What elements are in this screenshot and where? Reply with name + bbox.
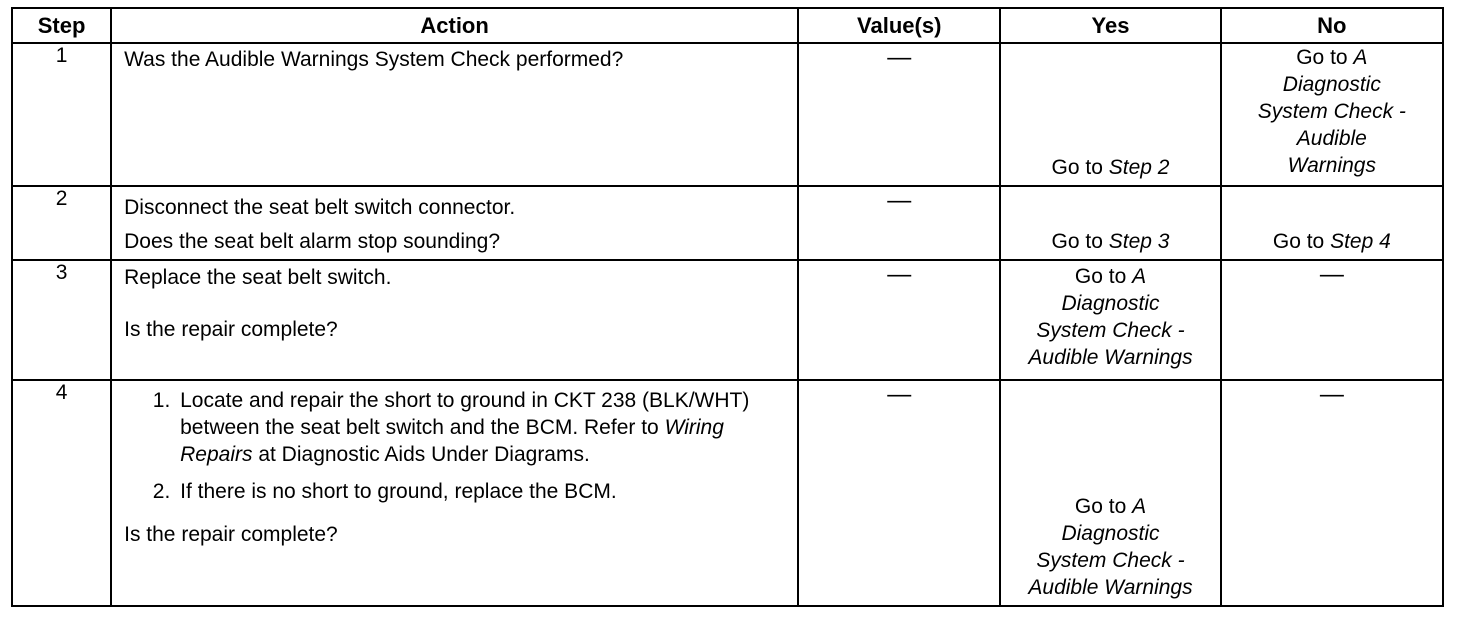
table-row — [12, 186, 1443, 260]
yes-ref-line[interactable]: Diagnostic — [1061, 292, 1160, 315]
action-list — [124, 387, 785, 505]
yes-ref-line[interactable]: System Check - — [1036, 319, 1185, 342]
action-item-text: If there is no short to ground, replace the BCM. — [180, 480, 617, 503]
header-action: Action — [111, 8, 798, 43]
list-item — [176, 387, 785, 468]
yes-step-link[interactable]: Step 2 — [1108, 156, 1170, 179]
yes-cell — [1000, 260, 1220, 380]
value-cell: — — [798, 186, 1000, 260]
no-ref-line[interactable]: System Check - — [1257, 100, 1406, 123]
action-text: Was the Audible Warnings System Check performed? — [124, 48, 624, 71]
no-prefix: Go to — [1272, 230, 1331, 253]
yes-ref-line[interactable]: A — [1132, 265, 1147, 288]
yes-ref-line[interactable]: Diagnostic — [1061, 522, 1160, 545]
value-cell: — — [798, 380, 1000, 606]
no-step-link[interactable]: Step 4 — [1330, 230, 1391, 253]
list-item — [176, 478, 785, 505]
action-item-text: Locate and repair the short to ground in CKT 238 (BLK/WHT) between the seat belt switch and the BCM. Refer to — [180, 389, 750, 439]
action-question: Is the repair complete? — [124, 523, 338, 546]
no-cell: — — [1221, 260, 1443, 380]
step-number: 3 — [12, 260, 111, 380]
action-question: Is the repair complete? — [124, 318, 338, 341]
no-prefix: Go to — [1296, 46, 1354, 69]
action-cell — [111, 43, 798, 186]
yes-prefix: Go to — [1074, 495, 1133, 518]
yes-cell — [1000, 43, 1220, 186]
header-values: Value(s) — [798, 8, 1000, 43]
action-text: Replace the seat belt switch. — [124, 266, 392, 289]
wiring-repairs-link[interactable]: Wiring Repairs — [180, 416, 724, 466]
yes-cell — [1000, 380, 1220, 606]
yes-step-link[interactable]: Step 3 — [1108, 230, 1170, 253]
action-cell — [111, 186, 798, 260]
no-ref-line[interactable]: Warnings — [1287, 154, 1376, 177]
table-row — [12, 260, 1443, 380]
no-cell — [1221, 43, 1443, 186]
header-row — [12, 8, 1443, 43]
yes-prefix: Go to — [1074, 265, 1133, 288]
no-ref-line[interactable]: A — [1353, 46, 1368, 69]
action-question: Does the seat belt alarm stop sounding? — [124, 230, 501, 253]
action-cell — [111, 260, 798, 380]
step-number: 2 — [12, 186, 111, 260]
step-number: 1 — [12, 43, 111, 186]
table-row — [12, 43, 1443, 186]
header-no: No — [1221, 8, 1443, 43]
diagnostic-table — [11, 7, 1444, 607]
no-ref-line[interactable]: Diagnostic — [1282, 73, 1381, 96]
no-ref-line[interactable]: Audible — [1296, 127, 1367, 150]
value-cell: — — [798, 260, 1000, 380]
yes-ref-line[interactable]: Audible Warnings — [1028, 576, 1193, 599]
step-number: 4 — [12, 380, 111, 606]
value-cell: — — [798, 43, 1000, 186]
yes-prefix: Go to — [1051, 230, 1109, 253]
no-cell: — — [1221, 380, 1443, 606]
yes-prefix: Go to — [1051, 156, 1109, 179]
action-text: Disconnect the seat belt switch connector. — [124, 196, 516, 219]
action-item-text: at Diagnostic Aids Under Diagrams. — [252, 443, 590, 466]
yes-ref-line[interactable]: A — [1132, 495, 1147, 518]
header-yes: Yes — [1000, 8, 1220, 43]
yes-cell — [1000, 186, 1220, 260]
yes-ref-line[interactable]: System Check - — [1036, 549, 1185, 572]
action-cell — [111, 380, 798, 606]
yes-ref-line[interactable]: Audible Warnings — [1028, 346, 1193, 369]
table-row — [12, 380, 1443, 606]
no-cell — [1221, 186, 1443, 260]
header-step: Step — [12, 8, 111, 43]
